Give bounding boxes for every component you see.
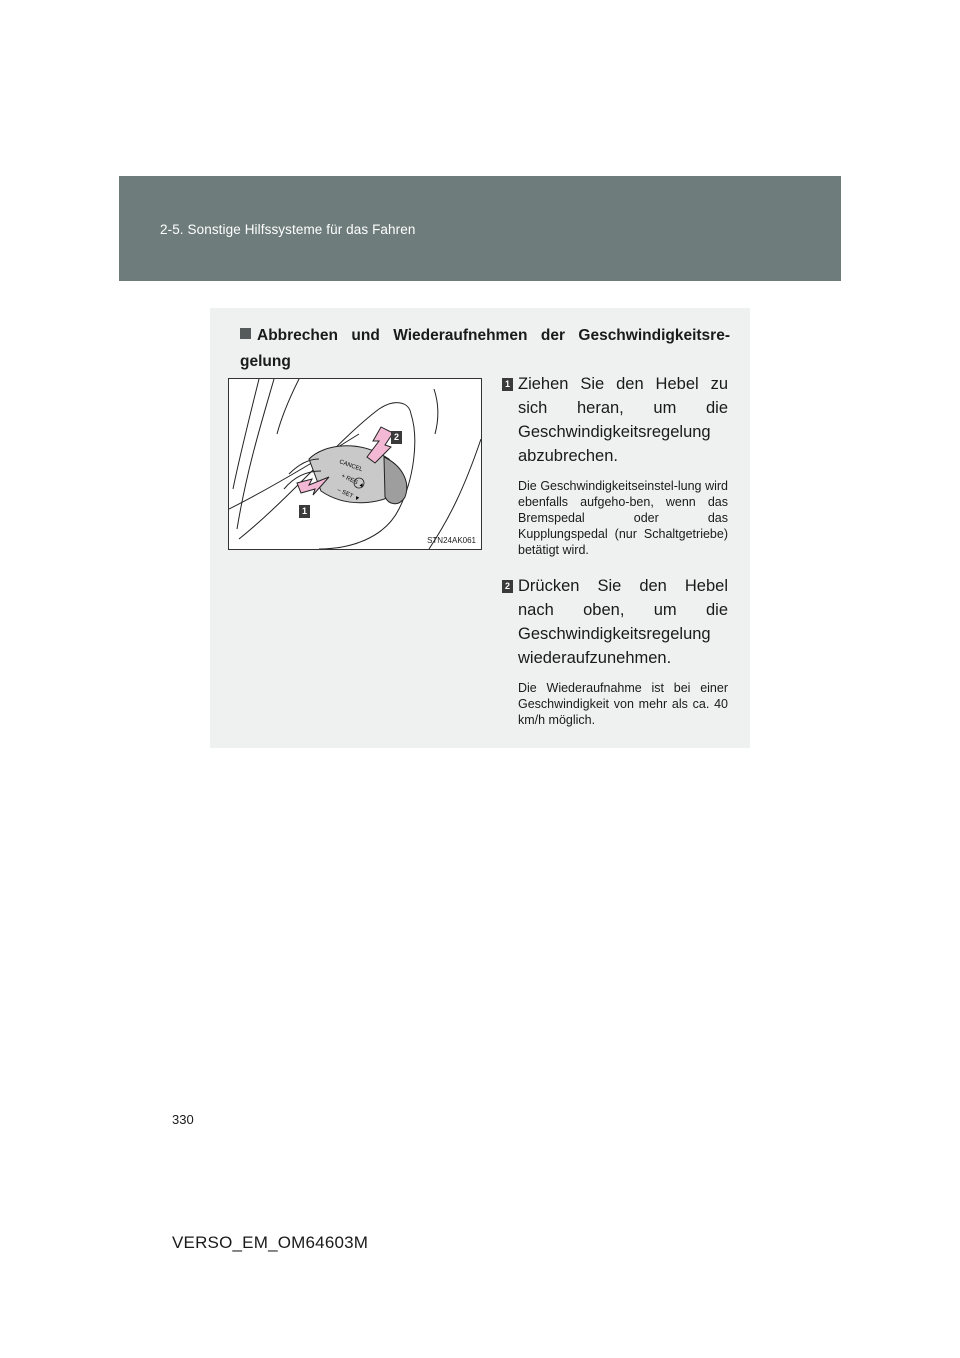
figure-marker-2: 2	[391, 431, 402, 444]
panel-heading-text: Abbrechen und Wiederaufnehmen der Geschwindigkeitsre-gelung	[240, 327, 730, 370]
step-1-number: 1	[502, 378, 513, 391]
step-2	[502, 574, 728, 728]
lever-drawing	[229, 379, 481, 549]
info-panel	[210, 308, 750, 748]
step-1	[502, 372, 728, 558]
figure-marker-1: 1	[299, 505, 310, 518]
panel-heading	[240, 323, 730, 375]
lever-label-res: + RES ▲	[340, 473, 366, 490]
section-title: 2-5. Sonstige Hilfssysteme für das Fahren	[160, 222, 416, 237]
square-bullet-icon	[240, 328, 251, 339]
step-2-title: Drücken Sie den Hebel nach oben, um die Geschwindigkeitsregelung wiederaufzunehmen.	[518, 577, 728, 667]
step-1-note: Die Geschwindigkeitseinstel-lung wird ebenfalls aufgeho-ben, wenn das Bremspedal oder das Kupplungspedal (nur Schaltgetriebe) betätigt wird.	[518, 479, 728, 557]
lever-illustration	[228, 378, 482, 550]
lever-label-set: – SET ▼	[336, 487, 361, 504]
page-number: 330	[172, 1112, 194, 1127]
push-arrow-icon	[367, 427, 393, 463]
lever-label-cancel: CANCEL	[338, 459, 364, 474]
section-header-band	[119, 176, 841, 281]
step-2-note: Die Wiederaufnahme ist bei einer Geschwindigkeit von mehr als ca. 40 km/h möglich.	[518, 681, 728, 727]
step-1-title: Ziehen Sie den Hebel zu sich heran, um die Geschwindigkeitsregelung abzubrechen.	[518, 375, 728, 465]
document-code: VERSO_EM_OM64603M	[172, 1233, 369, 1252]
figure-code: STN24AK061	[427, 536, 476, 545]
step-2-number: 2	[502, 580, 513, 593]
